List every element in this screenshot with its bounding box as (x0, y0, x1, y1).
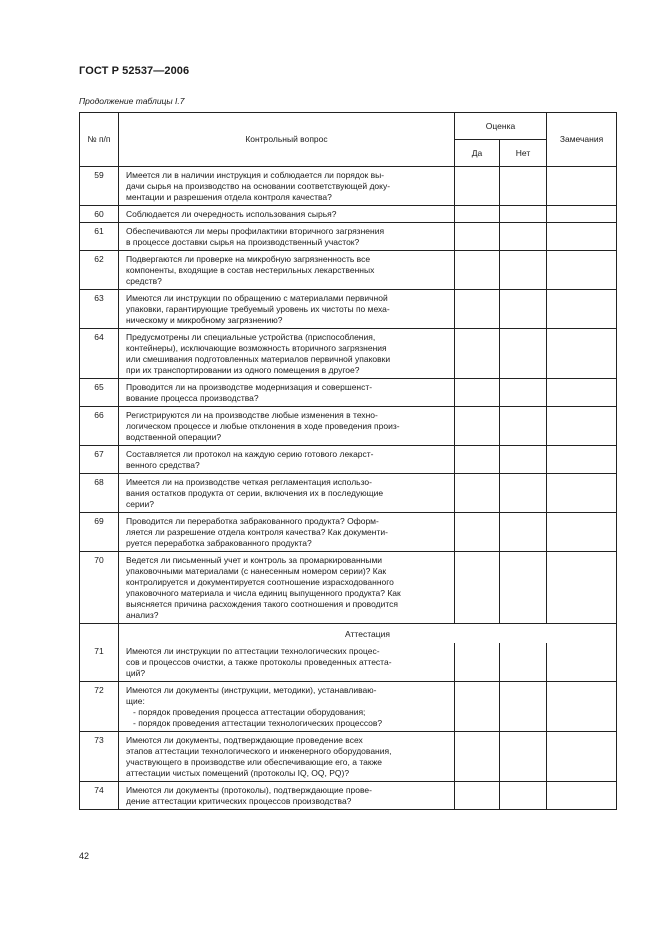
no-cell[interactable] (500, 474, 547, 513)
no-cell[interactable] (500, 782, 547, 810)
table-row (80, 223, 617, 251)
yes-cell[interactable] (455, 407, 500, 446)
question-line: Соблюдается ли очередность использования сырья? (126, 209, 337, 219)
question-line: этапов аттестации технологического и инженерного оборудования, (126, 746, 392, 756)
row-question (119, 682, 455, 732)
row-question (119, 513, 455, 552)
question-line: Обеспечиваются ли меры профилактики вторичного загрязнения (126, 226, 385, 236)
row-question (119, 206, 455, 223)
question-list-item: - порядок проведения аттестации технологических процессов? (133, 718, 383, 728)
yes-cell[interactable] (455, 782, 500, 810)
row-question (119, 223, 455, 251)
no-cell[interactable] (500, 329, 547, 379)
question-line: контролируется и документируется соотношение израсходованного (126, 577, 394, 587)
checklist-table (79, 112, 617, 810)
row-number: 71 (80, 643, 119, 682)
document-header: ГОСТ Р 52537—2006 (79, 65, 190, 77)
header-remarks: Замечания (547, 113, 617, 167)
table-row (80, 290, 617, 329)
question-line: при их транспортировании из одного помещения в другое? (126, 365, 360, 375)
row-question (119, 474, 455, 513)
table-row (80, 251, 617, 290)
table-row (80, 513, 617, 552)
row-number: 70 (80, 552, 119, 624)
row-question (119, 251, 455, 290)
remarks-cell[interactable] (547, 407, 617, 446)
question-list-item: - порядок проведения процесса аттестации оборудования; (133, 707, 366, 717)
remarks-cell[interactable] (547, 290, 617, 329)
row-number: 66 (80, 407, 119, 446)
yes-cell[interactable] (455, 223, 500, 251)
row-question (119, 379, 455, 407)
yes-cell[interactable] (455, 552, 500, 624)
yes-cell[interactable] (455, 290, 500, 329)
question-line: дение аттестации критических процессов производства? (126, 796, 352, 806)
table-row (80, 682, 617, 732)
page-number: 42 (79, 851, 90, 861)
question-line: щие: (126, 696, 145, 706)
question-line: участвующего в производстве или обеспечивающие его, а также (126, 757, 382, 767)
yes-cell[interactable] (455, 732, 500, 782)
remarks-cell[interactable] (547, 474, 617, 513)
yes-cell[interactable] (455, 643, 500, 682)
yes-cell[interactable] (455, 474, 500, 513)
header-assessment: Оценка (455, 113, 547, 140)
remarks-cell[interactable] (547, 206, 617, 223)
row-number: 65 (80, 379, 119, 407)
question-line: серии? (126, 499, 154, 509)
question-line: или смешивания подготовленных материалов первичной упаковки (126, 354, 391, 364)
remarks-cell[interactable] (547, 167, 617, 206)
yes-cell[interactable] (455, 206, 500, 223)
table-body-main (80, 167, 617, 624)
table-row (80, 782, 617, 810)
table-body-attestation (80, 624, 617, 810)
no-cell[interactable] (500, 206, 547, 223)
row-question (119, 446, 455, 474)
yes-cell[interactable] (455, 251, 500, 290)
table-row (80, 329, 617, 379)
question-line: Имеются ли документы (инструкции, методики), устанавливаю- (126, 685, 377, 695)
yes-cell[interactable] (455, 513, 500, 552)
question-line: венного средства? (126, 460, 200, 470)
section-num-cell (80, 624, 119, 644)
remarks-cell[interactable] (547, 732, 617, 782)
question-line: Предусмотрены ли специальные устройства (приспособления, (126, 332, 376, 342)
question-line: Проводится ли переработка забракованного продукта? Оформ- (126, 516, 379, 526)
table-caption: Продолжение таблицы I.7 (79, 96, 185, 106)
question-line: в процессе доставки сырья на производственный участок? (126, 237, 360, 247)
row-number: 59 (80, 167, 119, 206)
no-cell[interactable] (500, 379, 547, 407)
row-question (119, 782, 455, 810)
question-line: упаковки, гарантирующие требуемый уровень их чистоты по меха- (126, 304, 390, 314)
yes-cell[interactable] (455, 682, 500, 732)
question-line: Имеются ли документы, подтверждающие проведение всех (126, 735, 363, 745)
remarks-cell[interactable] (547, 513, 617, 552)
remarks-cell[interactable] (547, 329, 617, 379)
no-cell[interactable] (500, 732, 547, 782)
question-line: контейнеры), исключающие возможность вторичного загрязнения (126, 343, 387, 353)
question-line: логическом процессе и любые отклонения в ходе проведения произ- (126, 421, 400, 431)
no-cell[interactable] (500, 552, 547, 624)
row-number: 72 (80, 682, 119, 732)
question-line: Регистрируются ли на производстве любые изменения в техно- (126, 410, 378, 420)
row-question (119, 407, 455, 446)
no-cell[interactable] (500, 643, 547, 682)
row-number: 62 (80, 251, 119, 290)
row-question (119, 552, 455, 624)
no-cell[interactable] (500, 682, 547, 732)
section-title: Аттестация (119, 624, 617, 644)
question-line: Подвергаются ли проверке на микробную загрязненность все (126, 254, 371, 264)
row-question (119, 290, 455, 329)
yes-cell[interactable] (455, 446, 500, 474)
header-question: Контрольный вопрос (119, 113, 455, 167)
row-number: 61 (80, 223, 119, 251)
row-number: 73 (80, 732, 119, 782)
question-line: руется переработка забракованного продукта? (126, 538, 312, 548)
remarks-cell[interactable] (547, 682, 617, 732)
question-line: ментации и разрешения отдела контроля качества? (126, 192, 332, 202)
remarks-cell[interactable] (547, 552, 617, 624)
header-no: Нет (500, 140, 547, 167)
table-row (80, 643, 617, 682)
remarks-cell[interactable] (547, 446, 617, 474)
question-line: вование процесса производства? (126, 393, 259, 403)
table-row (80, 167, 617, 206)
row-number: 68 (80, 474, 119, 513)
no-cell[interactable] (500, 251, 547, 290)
row-question (119, 167, 455, 206)
yes-cell[interactable] (455, 329, 500, 379)
row-number: 60 (80, 206, 119, 223)
question-line: водственной операции? (126, 432, 222, 442)
question-line: выясняется причина расхождения такого соотношения и проводится (126, 599, 398, 609)
remarks-cell[interactable] (547, 251, 617, 290)
question-line: Проводится ли на производстве модернизация и совершенст- (126, 382, 373, 392)
question-line: аттестации чистых помещений (протоколы IQ, OQ, PQ)? (126, 768, 350, 778)
header-yes: Да (455, 140, 500, 167)
no-cell[interactable] (500, 513, 547, 552)
table-row (80, 379, 617, 407)
row-number: 64 (80, 329, 119, 379)
no-cell[interactable] (500, 290, 547, 329)
table-row (80, 446, 617, 474)
no-cell[interactable] (500, 167, 547, 206)
table-row (80, 206, 617, 223)
question-line: ций? (126, 668, 146, 678)
question-line: дачи сырья на производство на основании соответствующей доку- (126, 181, 391, 191)
remarks-cell[interactable] (547, 223, 617, 251)
question-line: вания остатков продукта от серии, включения их в последующие (126, 488, 384, 498)
question-line: анализ? (126, 610, 159, 620)
remarks-cell[interactable] (547, 379, 617, 407)
section-row (80, 624, 617, 644)
remarks-cell[interactable] (547, 782, 617, 810)
question-line: Имеется ли на производстве четкая регламентация использо- (126, 477, 372, 487)
table-row (80, 474, 617, 513)
table-row (80, 732, 617, 782)
question-line: компоненты, входящие в состав нестерильных лекарственных (126, 265, 375, 275)
question-line: упаковочными материалами (с нанесенным номером серии)? Как (126, 566, 387, 576)
question-line: Имеются ли документы (протоколы), подтверждающие прове- (126, 785, 372, 795)
yes-cell[interactable] (455, 379, 500, 407)
question-line: сов и процессов очистки, а также протоколы проведенных аттеста- (126, 657, 392, 667)
table-row (80, 552, 617, 624)
row-number: 74 (80, 782, 119, 810)
no-cell[interactable] (500, 446, 547, 474)
yes-cell[interactable] (455, 167, 500, 206)
question-line: Ведется ли письменный учет и контроль за промаркированными (126, 555, 383, 565)
row-number: 69 (80, 513, 119, 552)
question-line: Имеются ли инструкции по аттестации технологических процес- (126, 646, 380, 656)
row-question (119, 732, 455, 782)
no-cell[interactable] (500, 407, 547, 446)
question-line: Имеются ли инструкции по обращению с материалами первичной (126, 293, 388, 303)
row-number: 67 (80, 446, 119, 474)
header-number: № п/п (80, 113, 119, 167)
question-line: средств? (126, 276, 162, 286)
question-line: упаковочного материала и числа единиц выпущенного продукта? Как (126, 588, 401, 598)
no-cell[interactable] (500, 223, 547, 251)
question-line: Имеется ли в наличии инструкция и соблюдается ли порядок вы- (126, 170, 385, 180)
row-question (119, 643, 455, 682)
question-line: ническому и микробному загрязнению? (126, 315, 283, 325)
remarks-cell[interactable] (547, 643, 617, 682)
question-line: Составляется ли протокол на каждую серию готового лекарст- (126, 449, 374, 459)
row-question (119, 329, 455, 379)
question-line: ляется ли разрешение отдела контроля качества? Как документи- (126, 527, 388, 537)
row-number: 63 (80, 290, 119, 329)
table-row (80, 407, 617, 446)
